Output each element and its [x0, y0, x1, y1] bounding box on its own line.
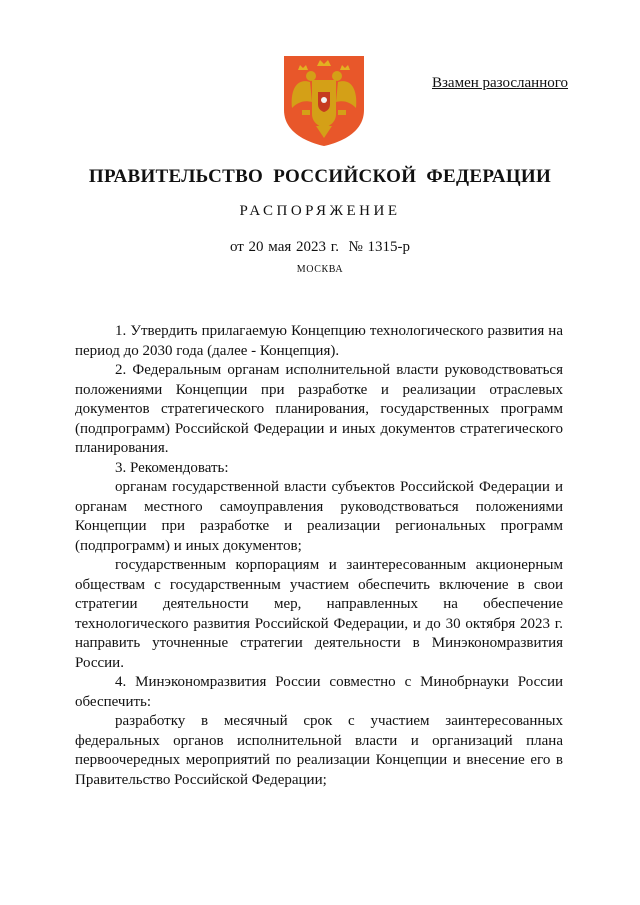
paragraph: 3. Рекомендовать:	[115, 459, 229, 476]
paragraph: 2. Федеральным органам исполнительной власти руководствоваться положениями Концепции при разработке и реализации отраслевых документов стратегического планирования, государственных программ (подпрограмм) Российской Федерации и иных документов стратегического планирования.	[75, 362, 563, 456]
paragraph: органам государственной власти субъектов Российской Федерации и органам местного самоуправления руководствоваться положениями Концепции при разработке и реализации региональных программ (подпрограмм) и иных документов;	[75, 479, 563, 554]
paragraph: разработку в месячный срок с участием заинтересованных федеральных органов исполнительной власти и организаций плана первоочередных мероприятий по реализации Концепции и внесение его в Правительство Российской Федерации;	[75, 713, 563, 788]
paragraph: 1. Утвердить прилагаемую Концепцию технологического развития на период до 2030 года (далее - Концепция).	[75, 323, 563, 359]
city: МОСКВА	[296, 264, 344, 275]
paragraph: 4. Минэкономразвития России совместно с Минобрнауки России обеспечить:	[75, 674, 563, 710]
government-title: ПРАВИТЕЛЬСТВО РОССИЙСКОЙ ФЕДЕРАЦИИ	[88, 166, 552, 187]
order-date-number: от 20 мая 2023 г. № 1315-р	[229, 239, 411, 255]
paragraph: государственным корпорациям и заинтересованным акционерным обществам с государственным участием обеспечить включение в свои стратегии деятельности мер, направленных на обеспечение технологического развития Российской Федерации, и до 30 октября 2023 г. направить уточненные стратегии деятельности в Минэкономразвития России.	[75, 557, 563, 671]
order-body	[75, 322, 563, 790]
replacement-note: Взамен разосланного	[432, 75, 569, 91]
coat-of-arms-icon	[280, 52, 368, 148]
order-type: РАСПОРЯЖЕНИЕ	[239, 203, 401, 219]
